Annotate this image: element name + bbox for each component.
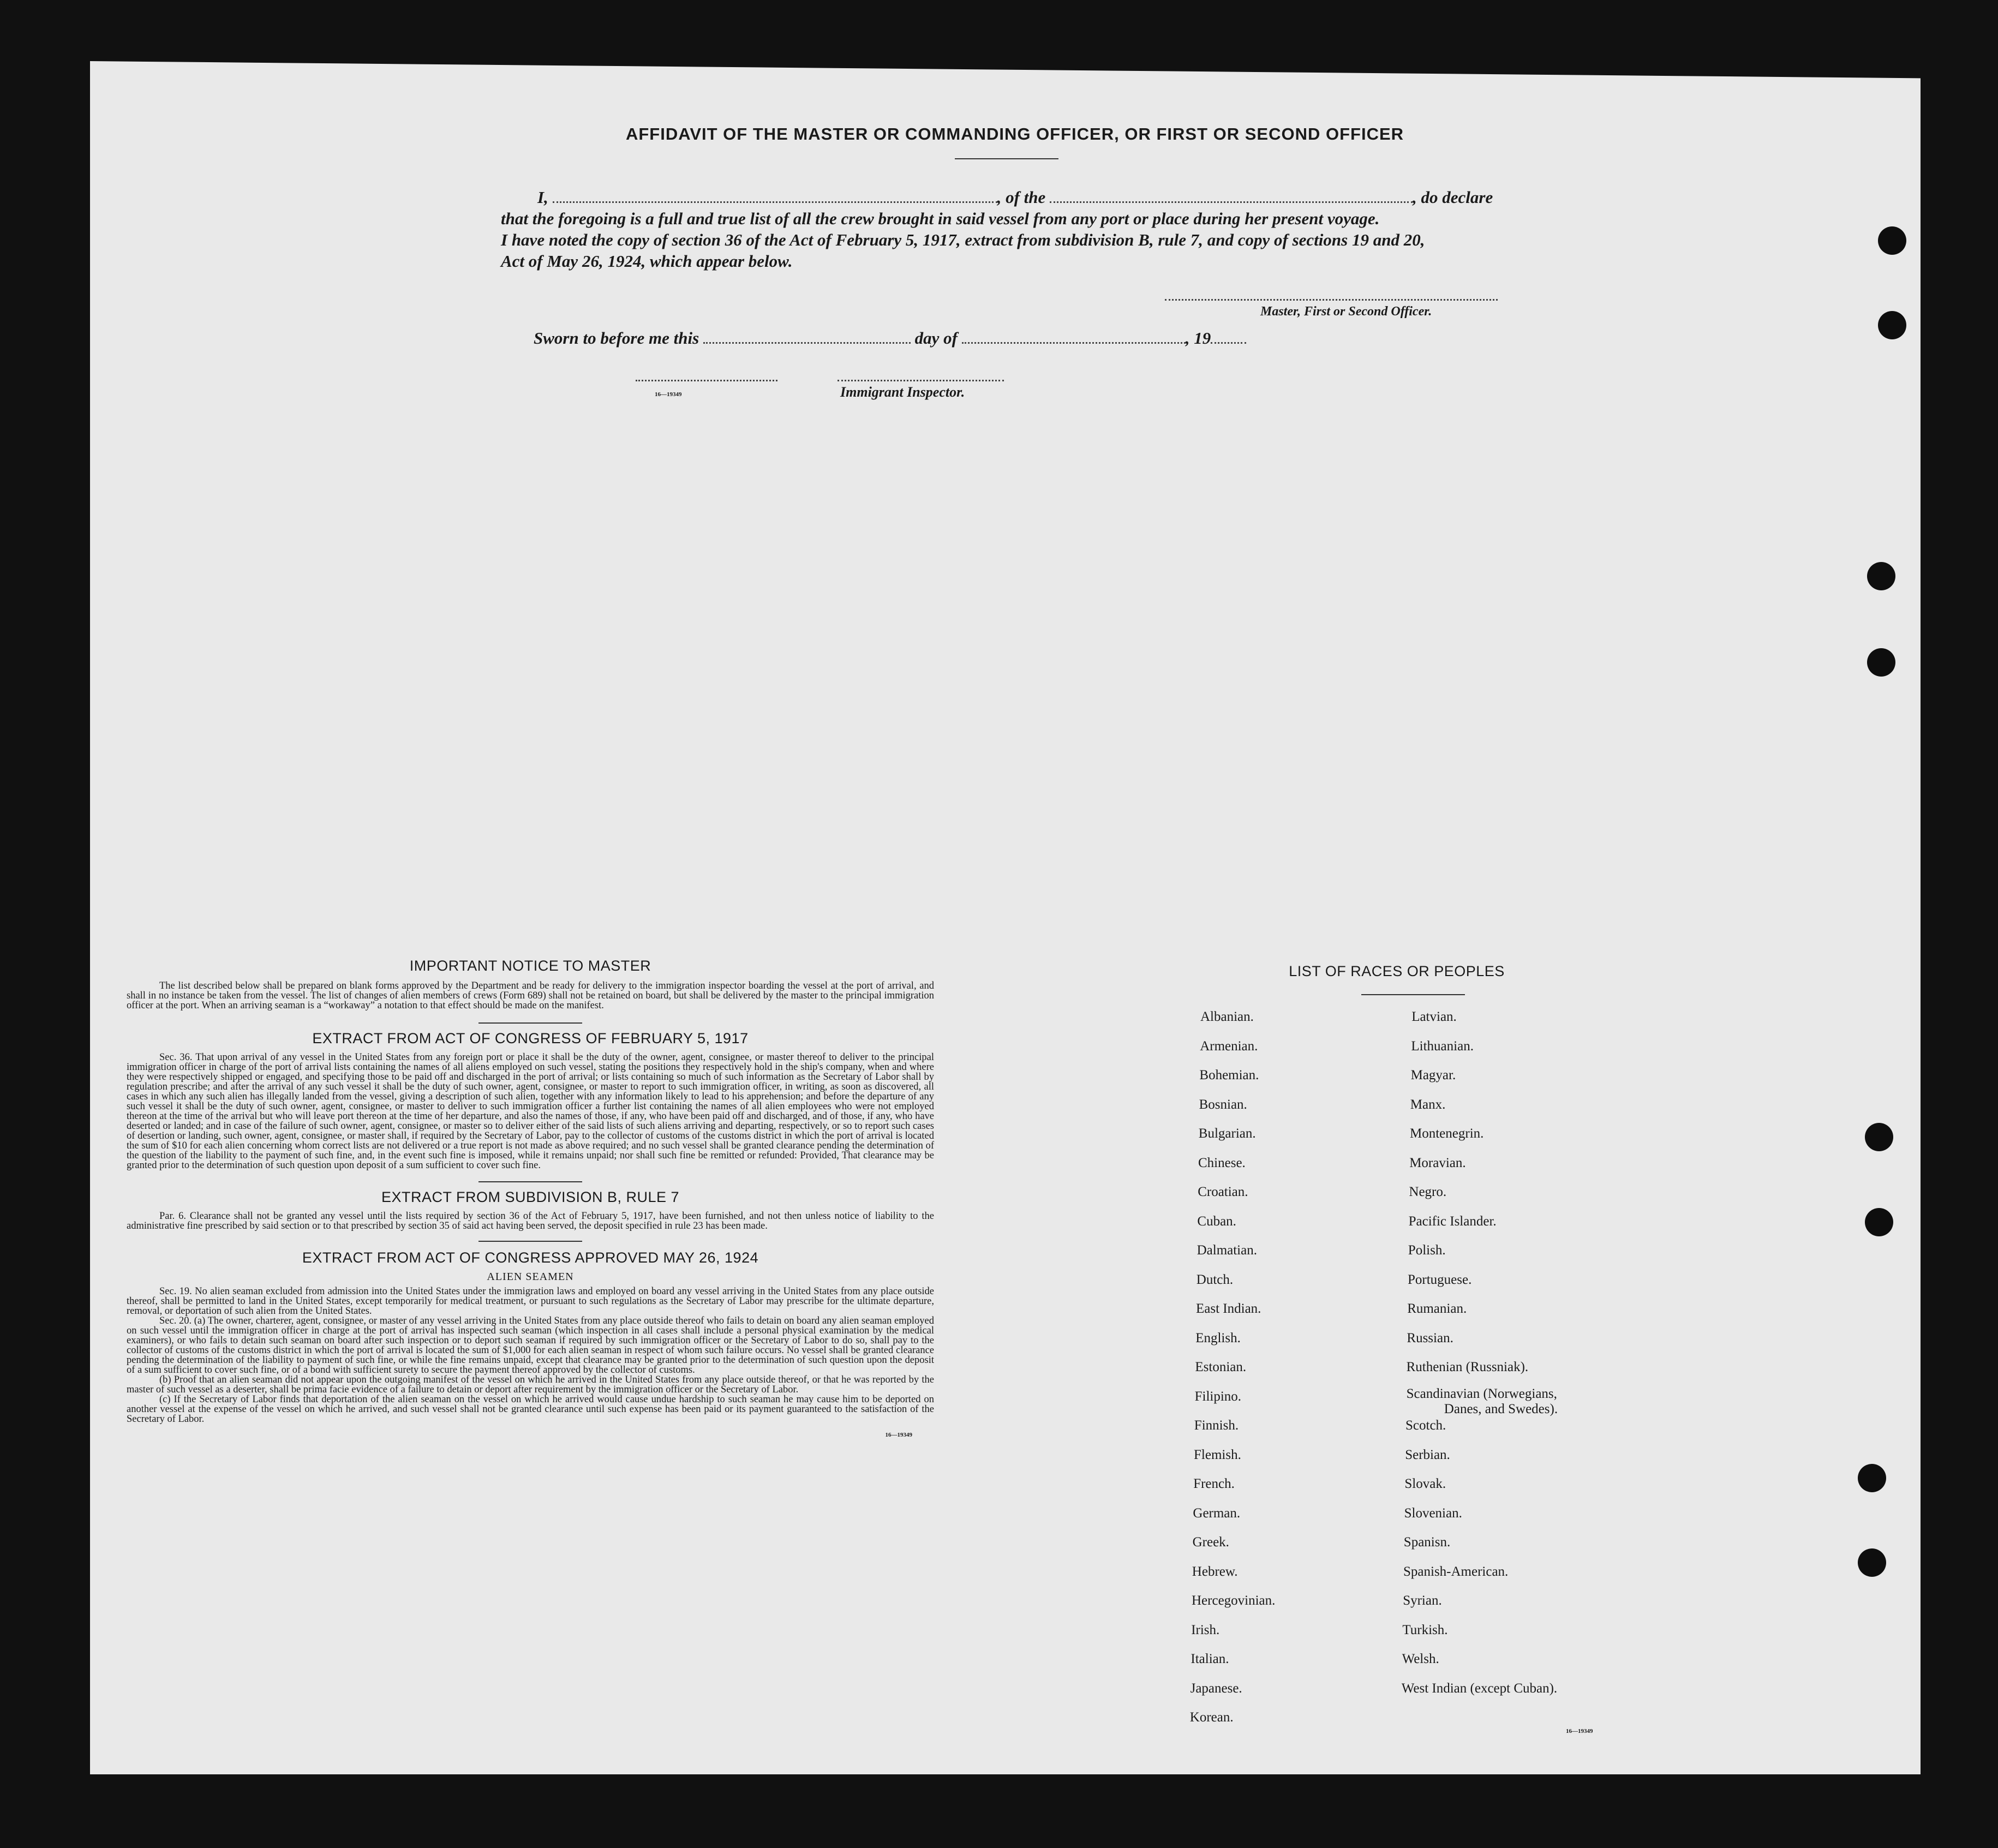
race-item: Chinese. <box>1198 1155 1246 1170</box>
race-item: Spanisn. <box>1403 1535 1451 1550</box>
race-item: Magyar. <box>1410 1068 1456 1083</box>
race-item: Montenegrin. <box>1410 1126 1484 1141</box>
extracts-column <box>127 958 934 1438</box>
signature-line[interactable] <box>1165 299 1498 301</box>
punch-hole <box>1867 648 1895 677</box>
race-item: Lithuanian. <box>1411 1038 1474 1054</box>
punch-hole <box>1858 1548 1886 1577</box>
races-form-number: 16—19349 <box>1566 1728 1593 1735</box>
race-item: Greek. <box>1192 1535 1229 1550</box>
vessel-field[interactable] <box>1050 201 1413 203</box>
declaration-i: I, <box>537 188 548 207</box>
race-item: Bohemian. <box>1199 1068 1259 1083</box>
sworn-day-field[interactable] <box>703 342 911 344</box>
punch-hole <box>1858 1464 1886 1492</box>
notice-heading: IMPORTANT NOTICE TO MASTER <box>409 958 651 974</box>
race-item: Scandinavian (Norwegians, <box>1406 1386 1557 1401</box>
race-item: Finnish. <box>1194 1418 1239 1433</box>
extract-rule7-heading: EXTRACT FROM SUBDIVISION B, RULE 7 <box>381 1189 680 1205</box>
races-heading: LIST OF RACES OR PEOPLES <box>1289 963 1505 979</box>
race-item: Moravian. <box>1409 1155 1466 1170</box>
race-item: Dutch. <box>1196 1272 1234 1287</box>
form-number: 16—19349 <box>655 391 682 398</box>
notice-text: The list described below shall be prepared on blank forms approved by the Department and be ready for delivery to the immigration inspector boarding the vessel at the port of arrival, and shall in no instance be taken from the vessel. The list of changes of alien members of crews (Form 689) shall not be retained on board, but shall be delivered by the master to the principal immigration officer at the port. When an arriving seaman is a “workaway” a notation to that effect should be made on the manifest. <box>127 980 934 1011</box>
inspector-line-left[interactable] <box>636 380 777 381</box>
declaration-line-4: Act of May 26, 1924, which appear below. <box>501 252 793 271</box>
race-item: Japanese. <box>1190 1680 1242 1696</box>
punch-hole <box>1865 1208 1893 1236</box>
sec20b-text: (b) Proof that an alien seaman did not appear upon the outgoing manifest of the vessel on which he arrived in the United States from any place outside thereof, or that he was reported by the master of such vessel as a deserter, shall be prima facie evidence of a failure to detain or deport after requirement by the immigration officer or the Secretary of Labor. <box>127 1374 934 1395</box>
race-item: Hercegovinian. <box>1192 1593 1276 1608</box>
race-item: Bosnian. <box>1199 1097 1247 1112</box>
race-item: Manx. <box>1410 1097 1446 1112</box>
inspector-line-right[interactable] <box>838 380 1004 381</box>
sec20a-text: Sec. 20. (a) The owner, charterer, agent, consignee, or master of any vessel arriving in the United States from any place outside thereof who fails to detain on board any alien seaman employed on such vessel until the immigration officer in charge at the port of arrival has inspected such seaman (which inspection in all cases shall include a personal physical examination by the medical examiners), or who fails to detain such seaman on board after such inspection or to deport such seaman if required by such immigration officer or the Secretary of Labor to do so, shall pay to the collector of customs of the customs district in which the port of arrival is located the sum of $1,000 for each alien seaman in respect of whom such failure occurs. No vessel shall be granted clearance pending the determination of the liability to payment of such fine, or while the fine remains unpaid, except that clearance may be granted prior to the determination of such question upon the deposit of a sum sufficient to cover such fine, or of a bond with sufficient surety to secure the payment thereof approved by the collector of customs. <box>127 1315 934 1375</box>
race-item: Polish. <box>1408 1243 1446 1258</box>
divider <box>478 1022 582 1024</box>
divider <box>1361 994 1465 995</box>
extract-form-number: 16—19349 <box>885 1432 912 1438</box>
day-of-label: day of <box>914 328 958 348</box>
race-item: Croatian. <box>1198 1185 1248 1199</box>
punch-hole <box>1878 311 1906 339</box>
race-item: Scotch. <box>1405 1418 1446 1433</box>
race-item: Estonian. <box>1195 1360 1247 1374</box>
race-item: Slovenian. <box>1404 1505 1462 1521</box>
divider <box>955 158 1058 159</box>
race-item: Dalmatian. <box>1197 1243 1257 1258</box>
race-item: Pacific Islander. <box>1408 1213 1497 1229</box>
declaration-line-1 <box>537 187 1520 208</box>
race-item: Flemish. <box>1194 1447 1241 1462</box>
race-item: Russian. <box>1407 1330 1453 1345</box>
race-item: Ruthenian (Russniak). <box>1406 1360 1529 1374</box>
race-item: Latvian. <box>1411 1009 1457 1024</box>
document-page <box>90 61 1921 1774</box>
race-item: West Indian (except Cuban). <box>1401 1680 1558 1696</box>
affidavit-title: AFFIDAVIT OF THE MASTER OR COMMANDING OFFICER, OR FIRST OR SECOND OFFICER <box>625 124 1404 143</box>
race-item: French. <box>1193 1476 1235 1491</box>
punch-hole <box>1867 562 1895 590</box>
race-item: Serbian. <box>1405 1447 1450 1462</box>
declaration-line-3: I have noted the copy of section 36 of the Act of February 5, 1917, extract from subdivision B, rule 7, and copy of sections 19 and 20, <box>501 230 1425 249</box>
sec19-text: Sec. 19. No alien seaman excluded from admission into the United States under the immigration laws and employed on board any vessel arriving in the United States from any place outside thereof, shall be permitted to land in the United States, except temporarily for medical treatment, or pursuant to such regulations as the Secretary of Labor may prescribe for the ultimate departure, removal, or deportation of such alien from the United States. <box>127 1286 934 1317</box>
divider <box>478 1241 582 1242</box>
race-item: Italian. <box>1191 1652 1229 1666</box>
extract-1917-text: Sec. 36. That upon arrival of any vessel in the United States from any foreign port or place it shall be the duty of the owner, agent, consignee, or master thereof to deliver to the principal immigration officer in charge of the port of arrival lists containing the names of all aliens employed on such vessel, stating the positions they respectively hold in the ship's company, when and where they were respectively shipped or engaged, and specifying those to be paid off and discharged in the port of arrival; or lists containing so much of such information as the Secretary of Labor shall by regulation prescribe; and after the arrival of any such vessel it shall be the duty of such owner, agent, consignee, or master to report to such immigration officer, in writing, as soon as discovered, all cases in which any such alien has illegally landed from the vessel, giving a description of such alien, together with any information likely to lead to his apprehension; and before the departure of any such vessel it shall be the duty of such owner, agent, consignee, or master to deliver to such immigration officer a further list containing the names of all alien employees who were not employed thereon at the time of the arrival but who will leave port thereon at the time of her departure, and also the names of those, if any, who have been paid off and discharged, and of those, if any, who have deserted or landed; and in case of the failure of such owner, agent, consignee, or master so to deliver either of the said lists of such aliens arriving and departing, respectively, or so to report such cases of desertion or landing, such owner, agent, consignee, or master shall, if required by the Secretary of Labor, pay to the collector of customs of the customs district in which the port of arrival is located the sum of $10 for each alien concerning whom correct lists are not delivered or a true report is not made as above required; and no such vessel shall be granted clearance pending the determination of the question of the liability to the payment of such fine, and, in the event such fine is imposed, while it remains unpaid; nor shall such fine be remitted or refunded: Provided, That clearance may be granted prior to the determination of such question upon deposit of a sum sufficient to cover such fine. <box>127 1052 934 1171</box>
race-item: Albanian. <box>1200 1009 1254 1024</box>
race-item: Spanish-American. <box>1403 1564 1509 1579</box>
race-item: Welsh. <box>1402 1652 1439 1666</box>
race-item: German. <box>1193 1505 1241 1521</box>
race-item: Korean. <box>1189 1710 1234 1725</box>
race-item: Irish. <box>1191 1622 1220 1637</box>
of-the-label: , of the <box>997 188 1046 207</box>
year-prefix: , 19 <box>1185 328 1211 348</box>
race-item: Danes, and Swedes). <box>1444 1401 1558 1416</box>
declaration-line-2: that the foregoing is a full and true list of all the crew brought in said vessel from any port or place during her present voyage. <box>501 209 1380 228</box>
sec20c-text: (c) If the Secretary of Labor finds that deportation of the alien seaman on the vessel on which he arrived would cause undue hardship to such seaman he may cause him to be deported on another vessel at the expense of the vessel on which he arrived, and such vessel shall not be granted clearance until such expense has been paid or its payment guaranteed to the satisfaction of the Secretary of Labor. <box>127 1394 934 1425</box>
race-item: Slovak. <box>1404 1476 1446 1491</box>
race-item: Cuban. <box>1197 1213 1236 1229</box>
race-item: Negro. <box>1409 1185 1447 1199</box>
extract-rule7-text: Par. 6. Clearance shall not be granted any vessel until the lists required by section 36 of the Act of February 5, 1917, have been furnished, and not then unless notice of liability to the administrative fine prescribed by said section or to that prescribed by section 35 of said act having been served, the deposit specified in rule 23 has been made. <box>127 1211 934 1231</box>
race-item: Portuguese. <box>1408 1272 1472 1287</box>
do-declare-label: , do declare <box>1413 188 1493 207</box>
race-item: Syrian. <box>1403 1593 1442 1608</box>
race-item: Turkish. <box>1402 1622 1448 1637</box>
race-item: East Indian. <box>1196 1301 1261 1316</box>
name-field[interactable] <box>553 201 997 203</box>
punch-hole <box>1865 1123 1893 1151</box>
inspector-label: Immigrant Inspector. <box>840 384 965 400</box>
sworn-label: Sworn to before me this <box>534 328 699 348</box>
punch-hole <box>1878 226 1906 255</box>
sworn-line <box>534 327 1246 349</box>
extract-1917-heading: EXTRACT FROM ACT OF CONGRESS OF FEBRUARY 5, 1917 <box>312 1030 749 1046</box>
race-item: Rumanian. <box>1407 1301 1467 1316</box>
race-item: Hebrew. <box>1192 1564 1238 1579</box>
race-item: Filipino. <box>1194 1389 1242 1404</box>
sworn-month-field[interactable] <box>962 342 1186 344</box>
race-item: Bulgarian. <box>1198 1126 1256 1141</box>
divider <box>478 1181 582 1182</box>
race-item: Armenian. <box>1200 1038 1258 1054</box>
race-item: English. <box>1195 1330 1241 1345</box>
extract-1924-heading: EXTRACT FROM ACT OF CONGRESS APPROVED MAY 26, 1924 <box>302 1249 759 1266</box>
sworn-year-field[interactable] <box>1211 342 1246 344</box>
signature-label: Master, First or Second Officer. <box>1260 304 1432 319</box>
alien-seamen-subheading: ALIEN SEAMEN <box>487 1271 574 1283</box>
